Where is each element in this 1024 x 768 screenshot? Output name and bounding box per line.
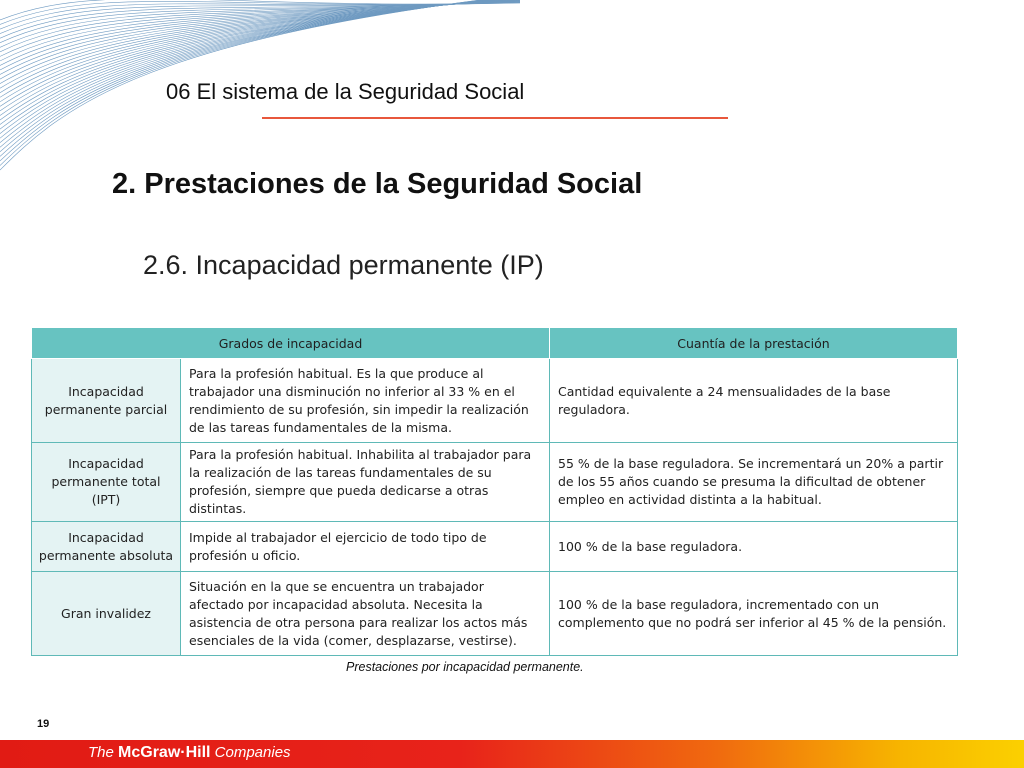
table-header-row bbox=[32, 328, 958, 359]
cuantia-cell: Cantidad equivalente a 24 mensualidades de la base reguladora. bbox=[550, 359, 958, 443]
header-cuantia: Cuantía de la prestación bbox=[550, 328, 958, 359]
table-row bbox=[32, 522, 958, 572]
brand-prefix: The bbox=[88, 744, 114, 761]
slide-subtitle: 2.6. Incapacidad permanente (IP) bbox=[143, 250, 544, 280]
chapter-title: 06 El sistema de la Seguridad Social bbox=[166, 79, 525, 104]
descripcion-cell: Impide al trabajador el ejercicio de todo tipo de profesión u oficio. bbox=[181, 522, 550, 572]
table-row bbox=[32, 359, 958, 443]
footer-bar bbox=[0, 740, 1024, 768]
brand-name: McGraw·Hill bbox=[118, 744, 211, 761]
chapter-underline bbox=[262, 117, 728, 119]
table-row bbox=[32, 443, 958, 522]
grado-cell: Incapacidad permanente absoluta bbox=[32, 522, 181, 572]
descripcion-cell: Para la profesión habitual. Inhabilita al trabajador para la realización de las tareas fundamentales de su profesión, siempre que pueda dedicarse a otras distintas. bbox=[181, 443, 550, 522]
slide-title: 2. Prestaciones de la Seguridad Social bbox=[112, 168, 643, 200]
mcgraw-hill-logo bbox=[88, 744, 291, 762]
incapacity-table bbox=[31, 327, 958, 656]
table-caption: Prestaciones por incapacidad permanente. bbox=[346, 660, 584, 674]
grado-cell: Gran invalidez bbox=[32, 572, 181, 656]
cuantia-cell: 100 % de la base reguladora, incrementado con un complemento que no podrá ser inferior al 45 % de la pensión. bbox=[550, 572, 958, 656]
descripcion-cell: Situación en la que se encuentra un trabajador afectado por incapacidad absoluta. Necesita la asistencia de otra persona para realizar los actos más esenciales de la vida (comer, desplazarse, vestirse). bbox=[181, 572, 550, 656]
header-grados: Grados de incapacidad bbox=[32, 328, 550, 359]
table-row bbox=[32, 572, 958, 656]
page-number: 19 bbox=[37, 718, 50, 730]
grado-cell: Incapacidad permanente total (IPT) bbox=[32, 443, 181, 522]
cuantia-cell: 100 % de la base reguladora. bbox=[550, 522, 958, 572]
grado-cell: Incapacidad permanente parcial bbox=[32, 359, 181, 443]
cuantia-cell: 55 % de la base reguladora. Se incrementará un 20% a partir de los 55 años cuando se presuma la dificultad de obtener empleo en actividad distinta a la habitual. bbox=[550, 443, 958, 522]
descripcion-cell: Para la profesión habitual. Es la que produce al trabajador una disminución no inferior al 33 % en el rendimiento de su profesión, sin impedir la realización de las tareas fundamentales de la misma. bbox=[181, 359, 550, 443]
brand-suffix: Companies bbox=[214, 744, 291, 761]
